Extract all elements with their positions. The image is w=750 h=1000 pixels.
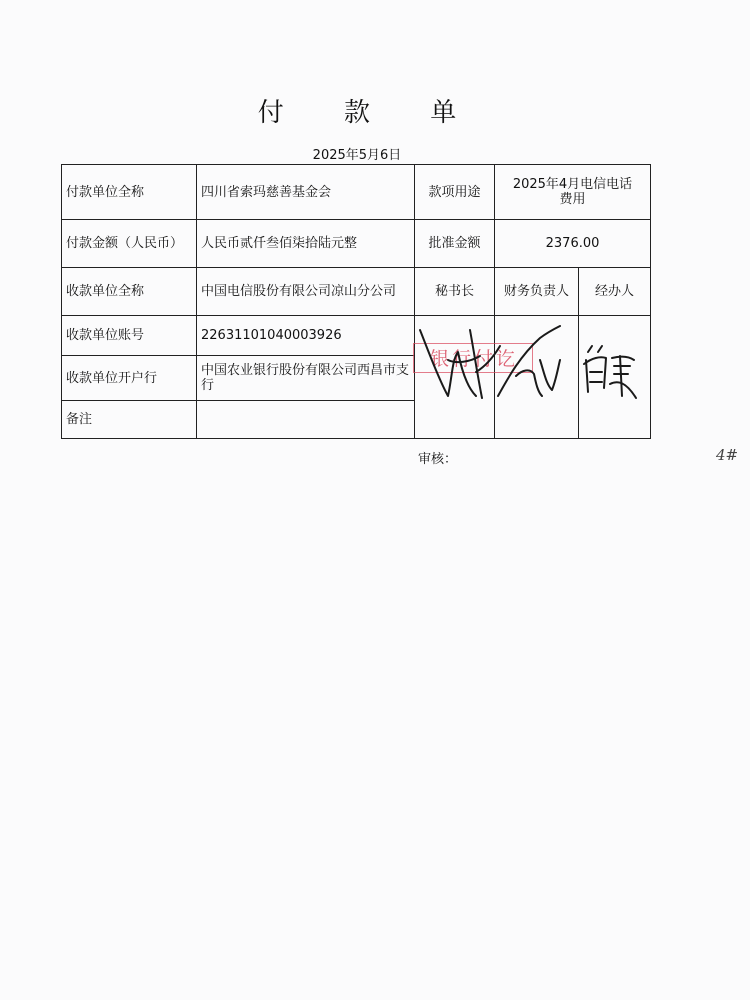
account-value: 22631101040003926 — [197, 316, 415, 356]
amount-value: 人民币贰仟叁佰柒拾陆元整 — [197, 220, 415, 268]
handler-signature-cell — [579, 316, 651, 439]
table-row — [62, 316, 651, 356]
table-row — [62, 268, 651, 316]
bank-paid-stamp-text: 银行付讫 — [429, 348, 518, 370]
secretary-general-header: 秘书长 — [415, 268, 495, 316]
document-title: 付 款 单 — [257, 98, 483, 128]
finance-head-signature-cell — [495, 316, 579, 439]
payee-value: 中国电信股份有限公司凉山分公司 — [197, 268, 415, 316]
payer-label: 付款单位全称 — [62, 165, 197, 220]
corner-mark: 4# — [716, 446, 739, 464]
amount-label: 付款金额（人民币） — [62, 220, 197, 268]
document-date: 2025年5月6日 — [312, 148, 402, 163]
handler-header: 经办人 — [579, 268, 651, 316]
payment-voucher-table — [61, 164, 651, 439]
note-label: 备注 — [62, 401, 197, 439]
secretary-general-signature-cell — [415, 316, 495, 439]
account-label: 收款单位账号 — [62, 316, 197, 356]
table-row — [62, 165, 651, 220]
payee-label: 收款单位全称 — [62, 268, 197, 316]
review-label: 审核： — [418, 452, 458, 467]
purpose-label: 款项用途 — [415, 165, 495, 220]
approved-amount-value: 2376.00 — [495, 220, 651, 268]
finance-head-header: 财务负责人 — [495, 268, 579, 316]
bank-label: 收款单位开户行 — [62, 356, 197, 401]
purpose-value: 2025年4月电信电话费用 — [495, 165, 651, 220]
payer-value: 四川省索玛慈善基金会 — [197, 165, 415, 220]
note-value — [197, 401, 415, 439]
bank-value: 中国农业银行股份有限公司西昌市支行 — [197, 356, 415, 401]
table-row — [62, 220, 651, 268]
approved-amount-label: 批准金额 — [415, 220, 495, 268]
